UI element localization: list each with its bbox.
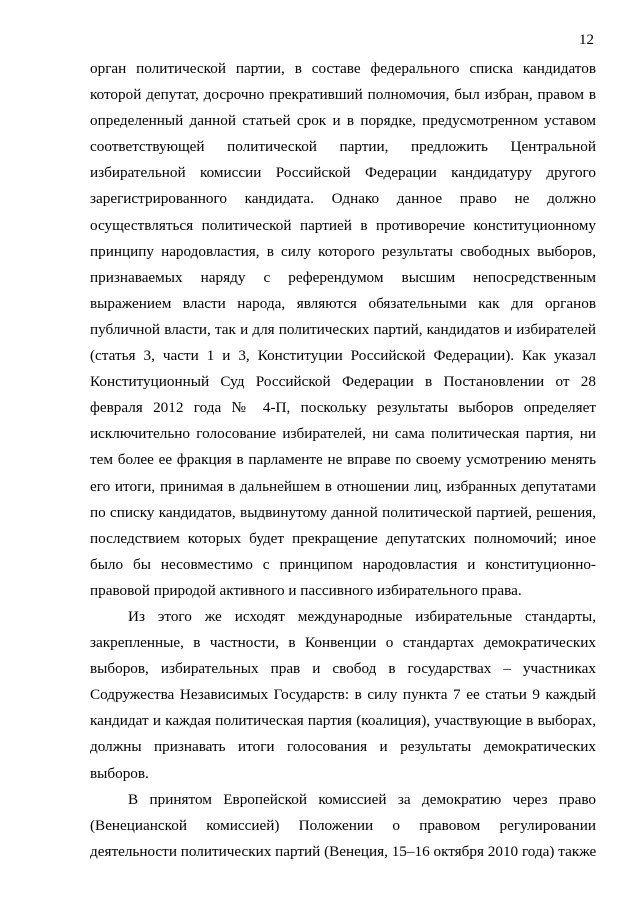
text-line: по списку кандидатов, выдвинутому данной политической партией, решения, <box>90 503 596 521</box>
text-line: В принятом Европейской комиссией за демократию через право <box>128 790 596 808</box>
text-line: определенный данной статьей срок и в порядке, предусмотренном уставом <box>90 112 596 130</box>
text-line: тем более ее фракция в парламенте не вправе по своему усмотрению менять <box>90 451 596 469</box>
text-line: признаваемых наряду с референдумом высшим непосредственным <box>90 268 596 286</box>
body-text <box>90 56 596 865</box>
text-line: последствием которых будет прекращение депутатских полномочий; иное <box>90 529 596 547</box>
text-line: орган политической партии, в составе федерального списка кандидатов <box>90 60 596 77</box>
paragraph <box>90 787 596 865</box>
text-line: февраля 2012 года № 4-П, поскольку результаты выборов определяет <box>90 399 596 417</box>
text-line: (Венецианской комиссией) Положении о правовом регулировании <box>90 816 596 834</box>
text-line: зарегистрированного кандидата. Однако данное право не должно <box>90 190 596 208</box>
text-line: закрепленные, в частности, в Конвенции о стандартах демократических <box>90 634 596 652</box>
text-line: принципу народовластия, в силу которого результаты свободных выборов, <box>90 242 596 260</box>
text-line: исключительно голосование избирателей, ни сама политическая партия, ни <box>90 425 596 443</box>
text-line: осуществляться политической партией в противоречие конституционному <box>90 216 596 234</box>
text-line: должны признавать итоги голосования и результаты демократических <box>90 738 596 756</box>
text-line: кандидат и каждая политическая партия (коалиция), участвующие в выборах, <box>90 712 596 730</box>
paragraph <box>90 56 596 604</box>
paragraph <box>90 604 596 787</box>
text-line: выборов. <box>90 764 149 782</box>
text-line: Конституционный Суд Российской Федерации в Постановлении от 28 <box>90 373 596 391</box>
text-line: соответствующей политической партии, предложить Центральной <box>90 138 596 156</box>
text-line: деятельности политических партий (Венеция, 15–16 октября 2010 года) также <box>90 842 597 860</box>
text-line: избирательной комиссии Российской Федерации кандидатуру другого <box>90 164 596 182</box>
text-line: выражением власти народа, являются обязательными как для органов <box>90 294 596 312</box>
text-line: публичной власти, так и для политических партий, кандидатов и избирателей <box>90 320 596 338</box>
text-line: правовой природой активного и пассивного избирательного права. <box>90 581 522 599</box>
text-line: которой депутат, досрочно прекративший полномочия, был избран, правом в <box>90 86 596 104</box>
page-number: 12 <box>579 32 594 48</box>
text-line: было бы несовместимо с принципом народовластия и конституционно- <box>90 555 596 573</box>
text-line: Содружества Независимых Государств: в силу пункта 7 ее статьи 9 каждый <box>90 686 596 704</box>
text-line: его итоги, принимая в дальнейшем в отношении лиц, избранных депутатами <box>90 477 596 495</box>
text-line: (статья 3, части 1 и 3, Конституции Российской Федерации). Как указал <box>90 347 596 365</box>
text-line: выборов, избирательных прав и свобод в государствах – участниках <box>90 660 596 678</box>
text-line: Из этого же исходят международные избирательные стандарты, <box>128 607 596 625</box>
